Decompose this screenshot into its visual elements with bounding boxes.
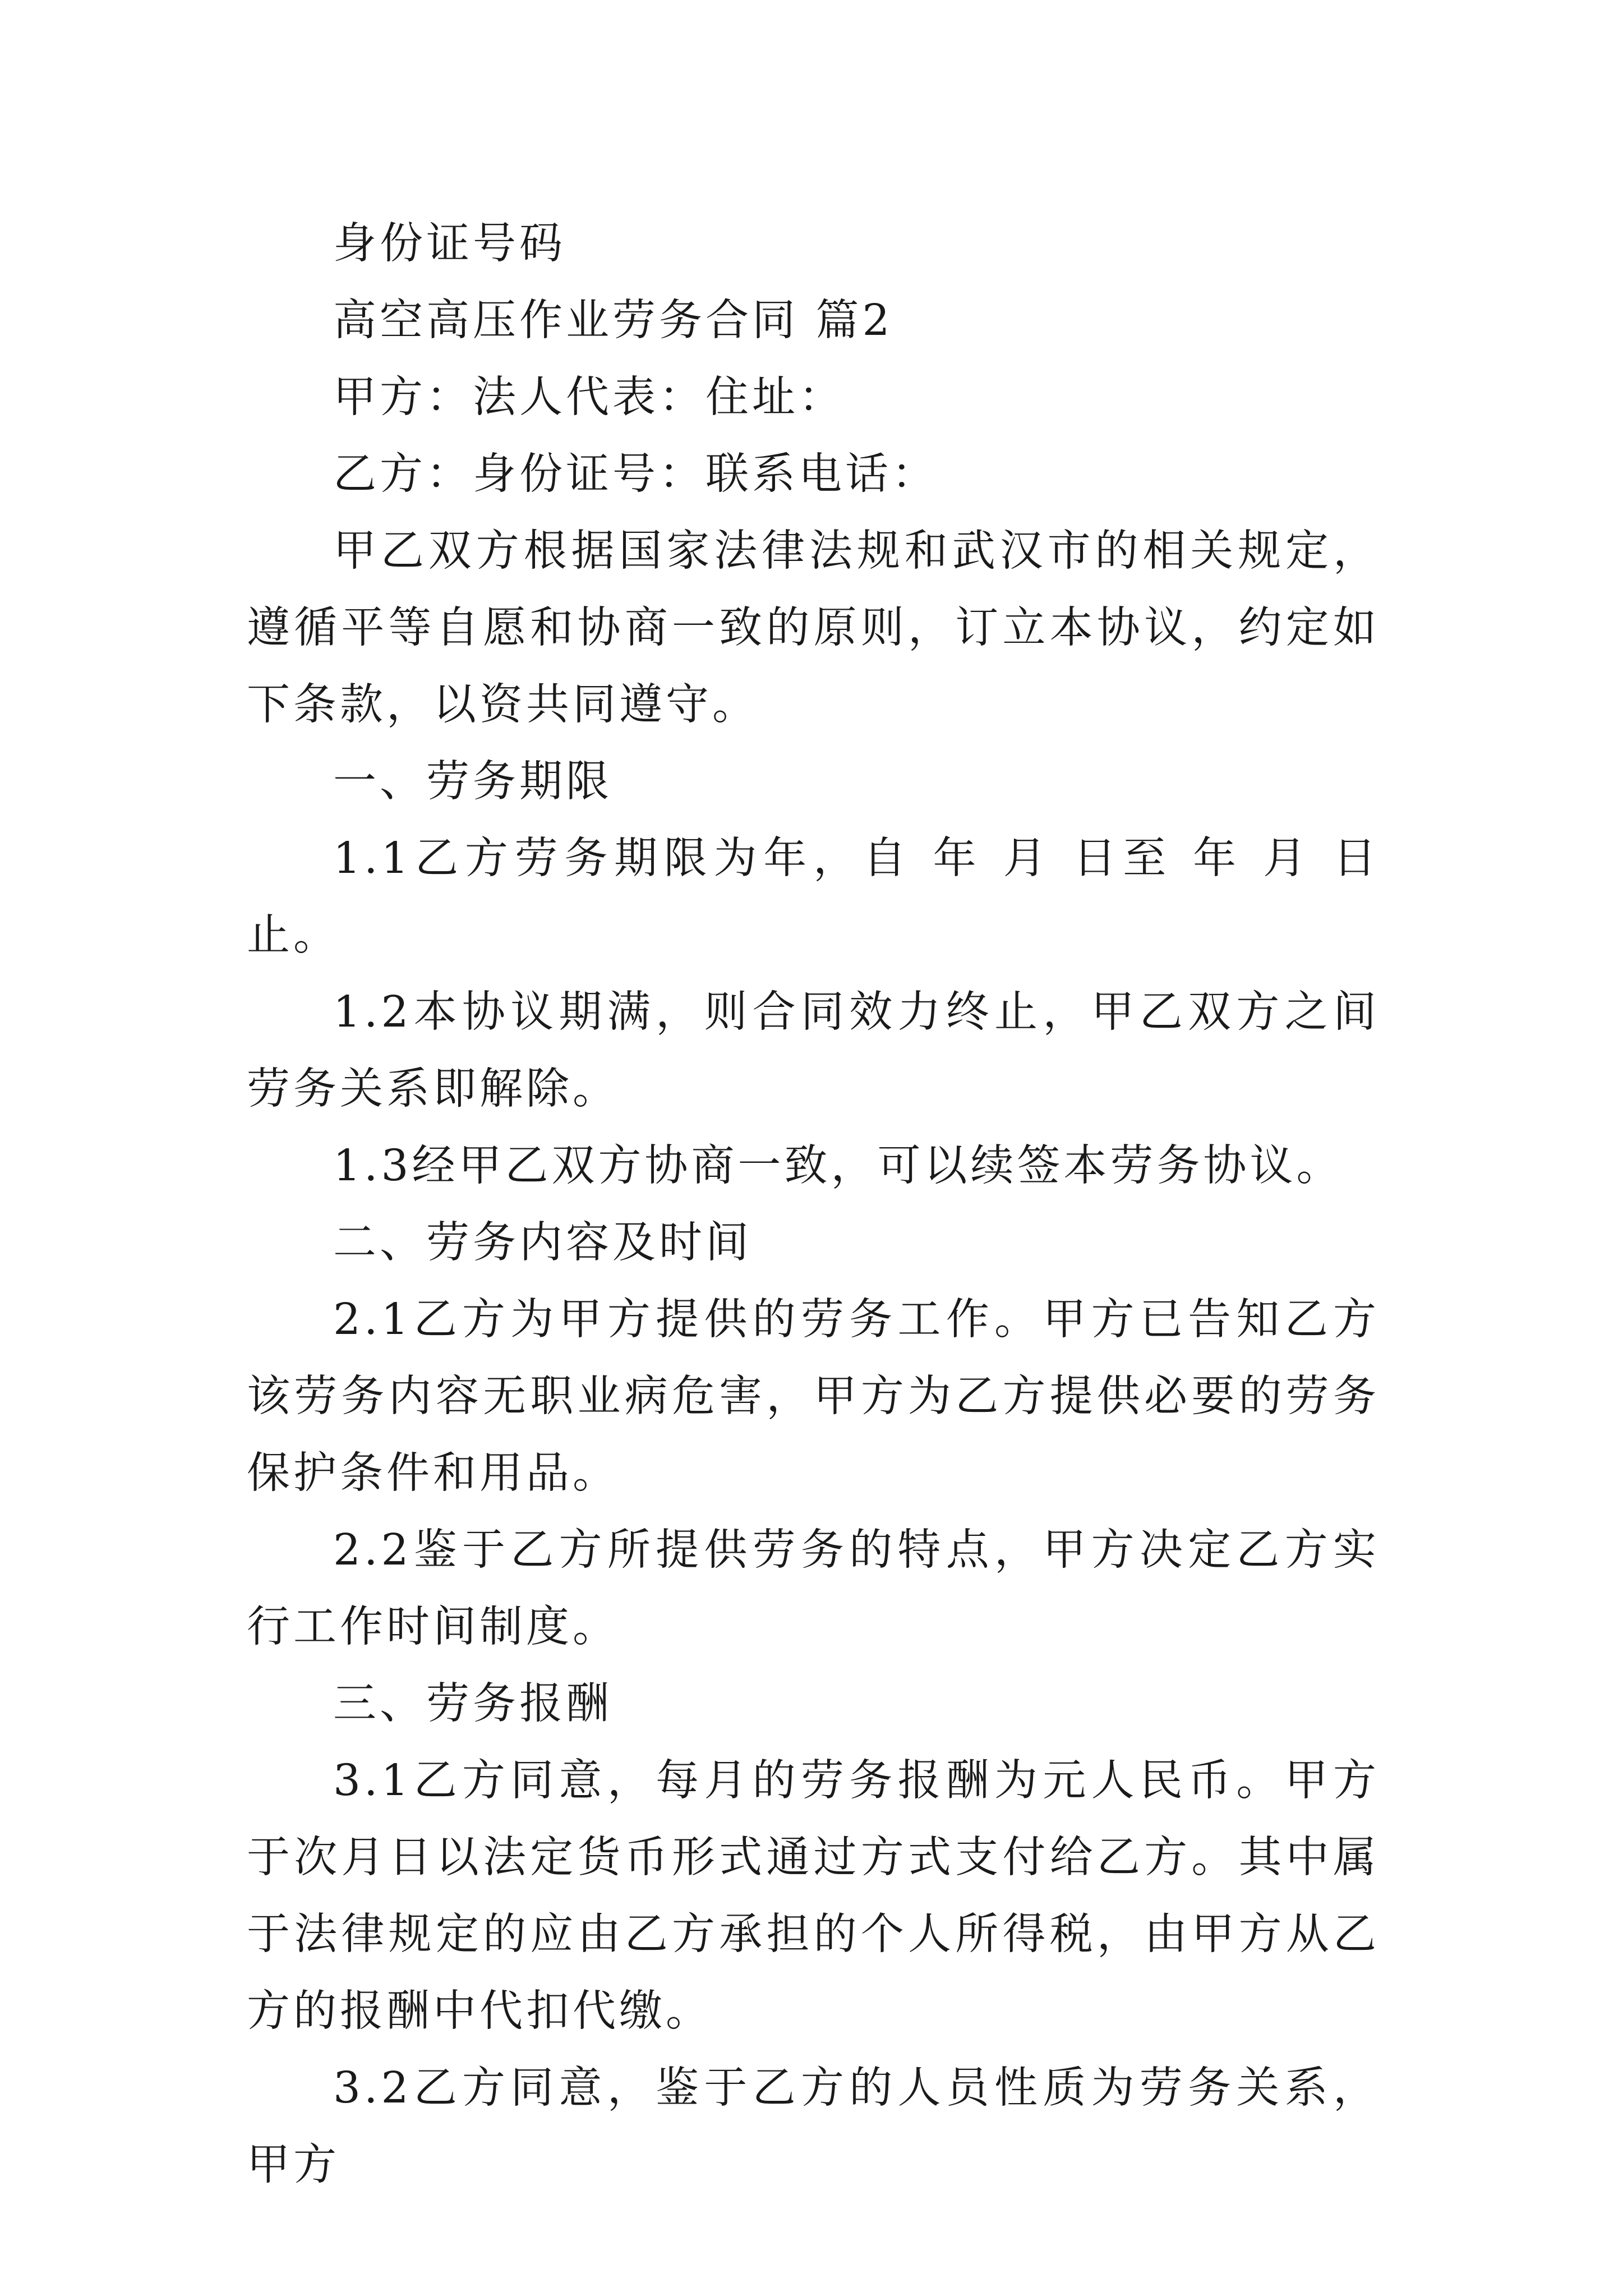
clause-1-2: 1.2本协议期满，则合同效力终止，甲乙双方之间劳务关系即解除。 (247, 987, 1380, 1114)
party-a-line: 甲方：法人代表：住址： (333, 372, 845, 422)
clause-1-3: 1.3经甲乙双方协商一致，可以续签本劳务协议。 (333, 1141, 1343, 1191)
clause-2-2: 2.2鉴于乙方所提供劳务的特点，甲方决定乙方实行工作时间制度。 (247, 1525, 1380, 1652)
id-number-line: 身份证号码 (333, 219, 566, 269)
section-heading-term: 一、劳务期限 (333, 757, 612, 807)
clause-3-2: 3.2乙方同意，鉴于乙方的人员性质为劳务关系，甲方 (247, 2063, 1380, 2190)
clause-1-1: 1.1乙方劳务期限为年，自 年 月 日至 年 月 日止。 (247, 834, 1380, 960)
preamble-paragraph: 甲乙双方根据国家法律法规和武汉市的相关规定，遵循平等自愿和协商一致的原则，订立本协议，约定如下条款，以资共同遵守。 (247, 526, 1380, 730)
party-b-line: 乙方：身份证号：联系电话： (333, 449, 938, 499)
clause-2-1: 2.1乙方为甲方提供的劳务工作。甲方已告知乙方该劳务内容无职业病危害，甲方为乙方提供必要的劳务保护条件和用品。 (247, 1295, 1380, 1498)
contract-title: 高空高压作业劳务合同 篇2 (333, 296, 893, 346)
section-heading-content: 二、劳务内容及时间 (333, 1218, 752, 1268)
contract-body (247, 205, 1380, 2203)
section-heading-remuneration: 三、劳务报酬 (333, 1679, 612, 1729)
clause-3-1: 3.1乙方同意，每月的劳务报酬为元人民币。甲方于次月日以法定货币形式通过方式支付给乙方。其中属于法律规定的应由乙方承担的个人所得税，由甲方从乙方的报酬中代扣代缴。 (247, 1756, 1380, 2036)
